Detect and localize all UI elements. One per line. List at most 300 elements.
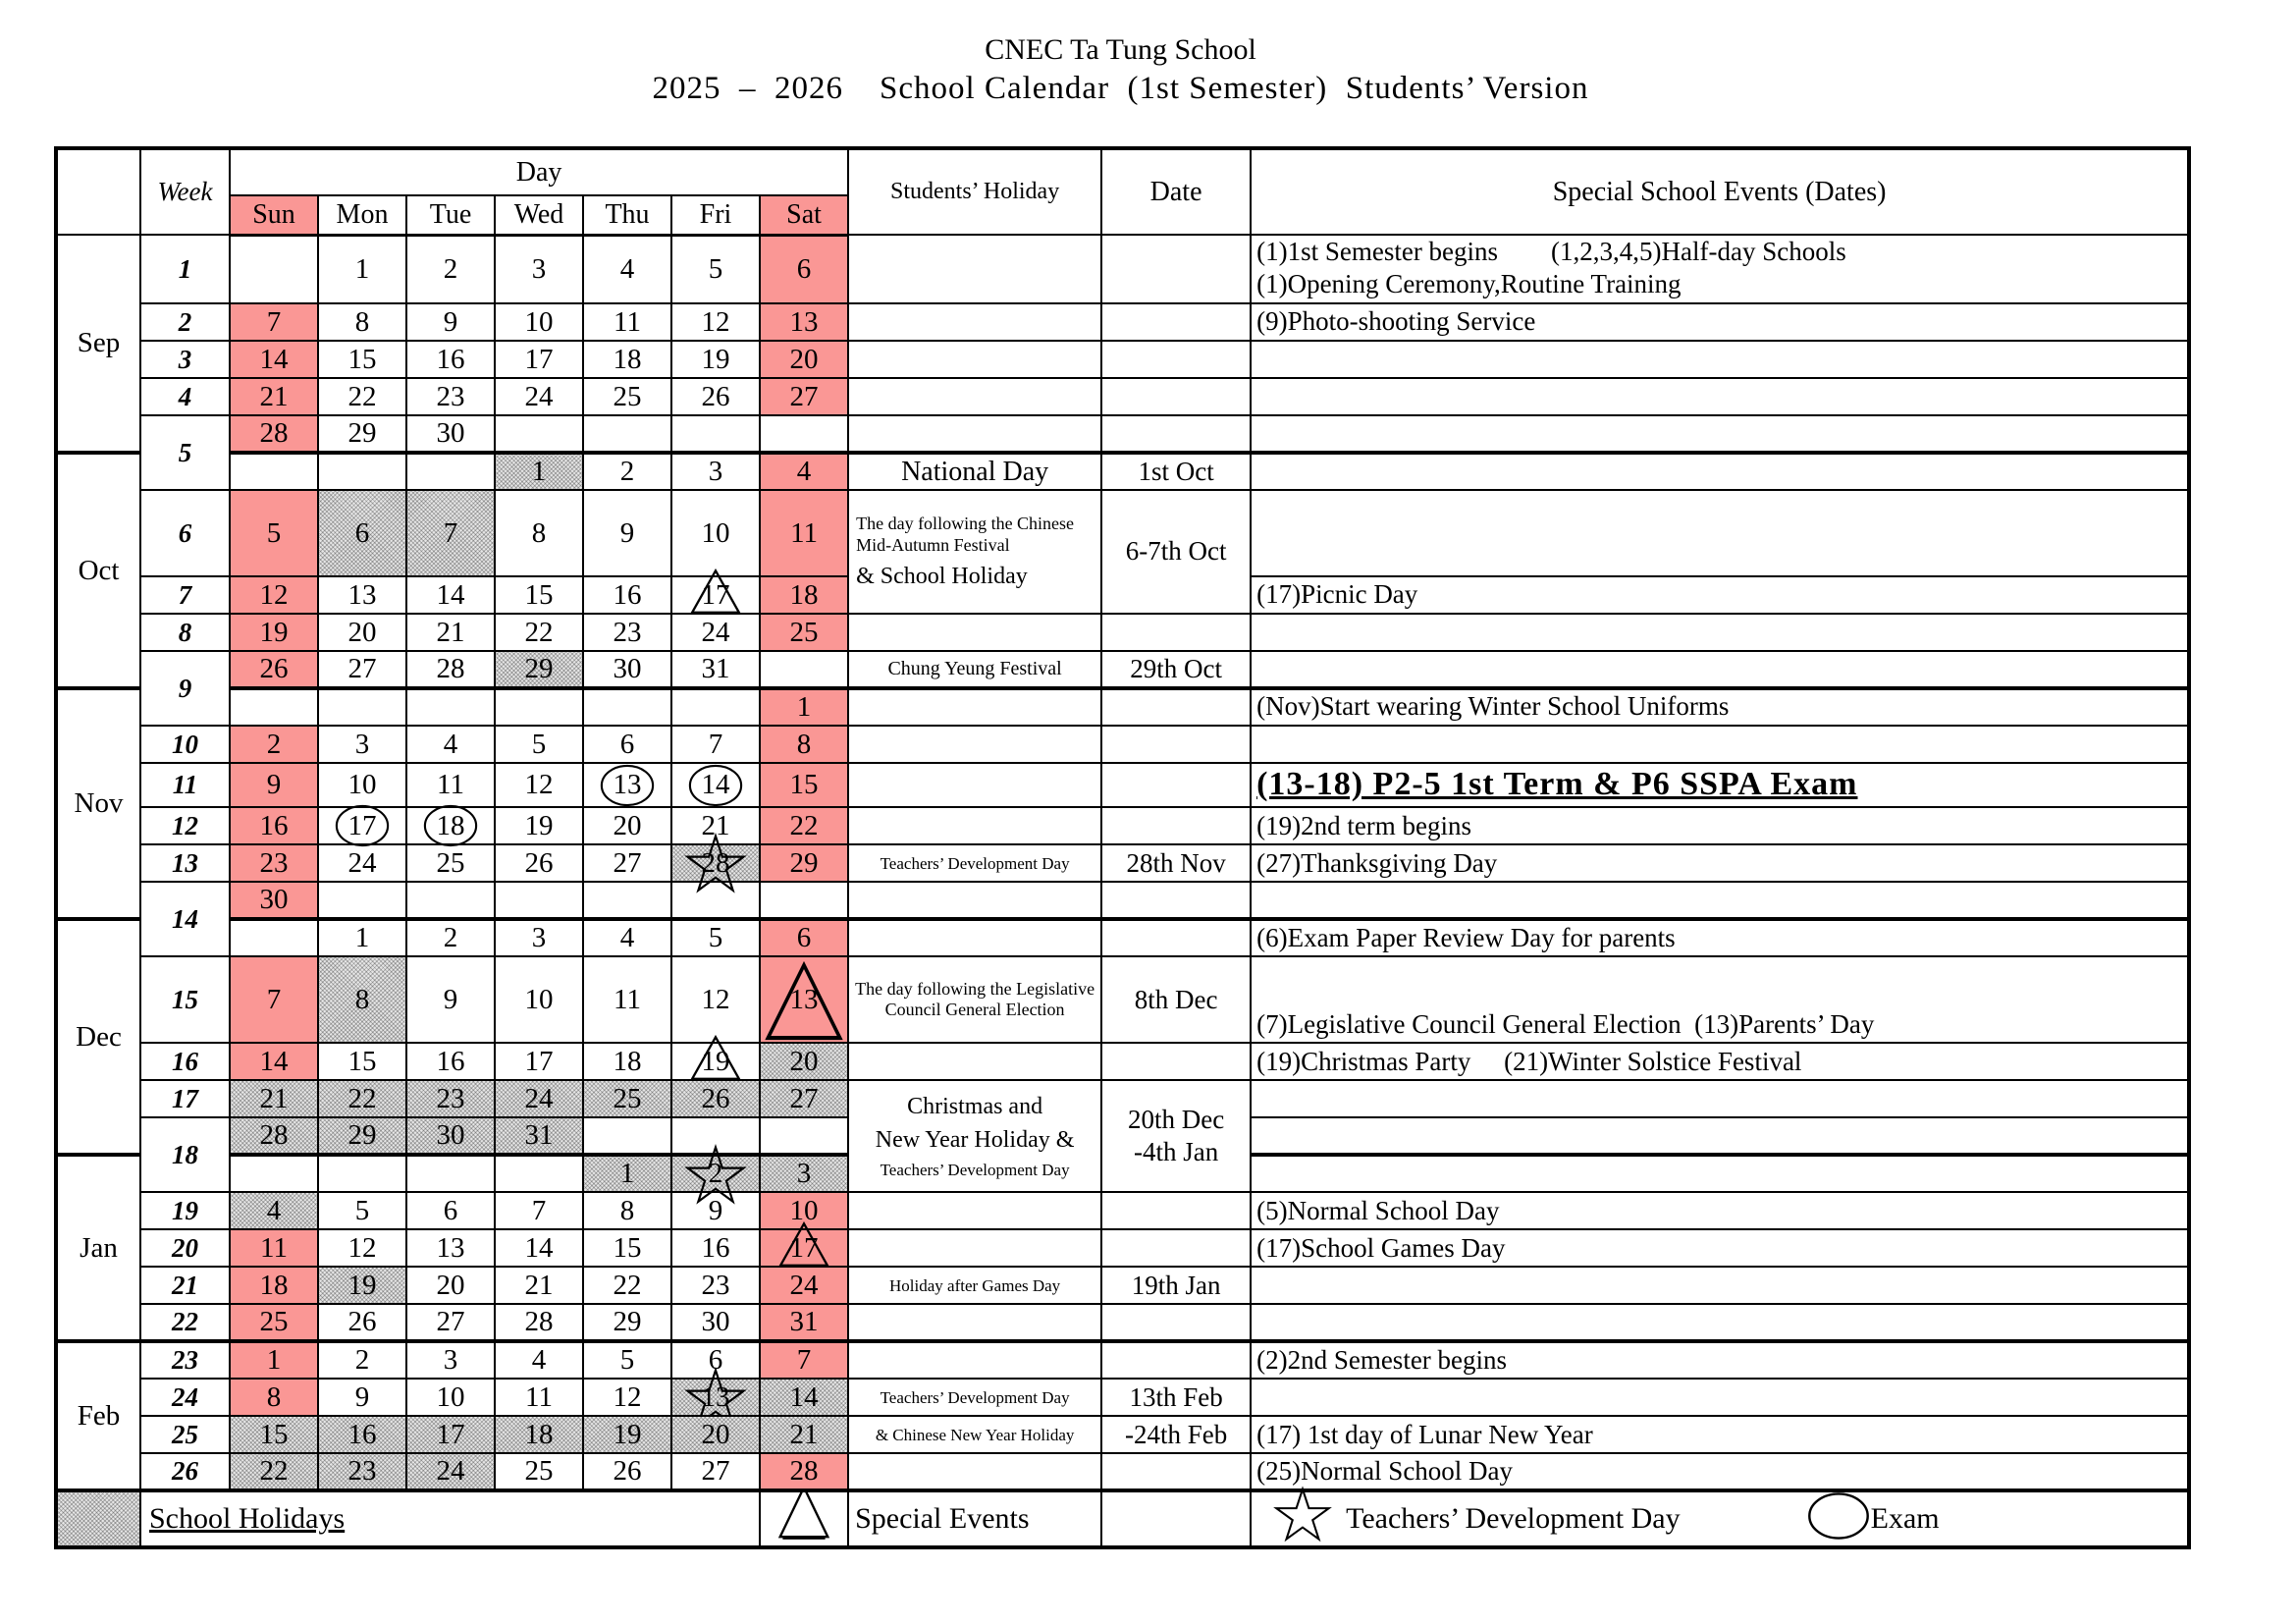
special-events-cell xyxy=(1251,1080,2189,1117)
week-number: 12 xyxy=(140,807,230,844)
day-number: 5 xyxy=(708,922,723,954)
date-cell xyxy=(1101,378,1251,415)
day-cell xyxy=(406,1229,495,1267)
students-holiday-cell xyxy=(848,415,1101,453)
day-cell xyxy=(495,882,583,919)
day-number: 30 xyxy=(436,1119,465,1152)
day-number: 6 xyxy=(443,1194,458,1226)
day-cell xyxy=(583,235,671,303)
day-number: 23 xyxy=(436,1082,465,1114)
date-text: 1st Oct xyxy=(1138,456,1214,486)
day-cell xyxy=(318,844,406,882)
day-cell xyxy=(671,235,760,303)
day-cell xyxy=(318,1453,406,1490)
day-number: 29 xyxy=(347,1119,377,1152)
day-number: 4 xyxy=(443,728,458,760)
calendar-week-row xyxy=(56,1379,2189,1416)
day-cell xyxy=(671,1229,760,1267)
day-cell xyxy=(230,763,318,807)
day-cell xyxy=(406,763,495,807)
day-cell xyxy=(760,235,848,303)
special-events-cell xyxy=(1251,726,2189,763)
day-number: 6 xyxy=(796,252,812,285)
day-cell xyxy=(230,235,318,303)
date-cell xyxy=(1101,1229,1251,1267)
day-cell xyxy=(671,807,760,844)
date-cell xyxy=(1101,1453,1251,1490)
day-cell xyxy=(760,1379,848,1416)
week-number: 25 xyxy=(140,1416,230,1453)
week-number: 11 xyxy=(140,763,230,807)
day-cell xyxy=(671,956,760,1043)
day-cell xyxy=(671,1379,760,1416)
day-cell xyxy=(230,1192,318,1229)
day-number: 16 xyxy=(613,578,642,611)
day-number: 7 xyxy=(266,305,282,338)
day-header-sat: Sat xyxy=(760,195,848,235)
special-events-cell xyxy=(1251,1267,2189,1304)
calendar-week-row xyxy=(56,1341,2189,1379)
special-events-cell xyxy=(1251,763,2189,807)
day-cell xyxy=(406,614,495,651)
month-label: Sep xyxy=(56,235,140,453)
students-holiday-cell xyxy=(848,763,1101,807)
calendar-subtitle: 2025 – 2026 School Calendar (1st Semester) Students’ Version xyxy=(652,71,1589,106)
day-cell xyxy=(671,763,760,807)
day-cell xyxy=(671,378,760,415)
day-number: 27 xyxy=(701,1455,730,1488)
calendar-week-row xyxy=(56,651,2189,688)
day-cell xyxy=(671,1304,760,1341)
day-number: 5 xyxy=(354,1194,370,1226)
week-number: 6 xyxy=(140,490,230,576)
day-cell xyxy=(318,378,406,415)
date-cell xyxy=(1101,303,1251,341)
legend-exam-circle-icon xyxy=(1806,1487,1871,1545)
day-number: 22 xyxy=(524,616,554,648)
date-cell xyxy=(1101,1304,1251,1341)
day-number: 26 xyxy=(613,1455,642,1488)
day-number: 3 xyxy=(354,728,370,760)
day-number: 5 xyxy=(708,252,723,285)
day-number: 2 xyxy=(443,922,458,954)
day-cell xyxy=(318,303,406,341)
day-cell xyxy=(406,882,495,919)
month-label: Oct xyxy=(56,453,140,688)
week-number: 16 xyxy=(140,1043,230,1080)
special-events-cell xyxy=(1251,1341,2189,1379)
date-text: 6-7th Oct xyxy=(1125,536,1227,567)
day-cell xyxy=(495,763,583,807)
day-number: 5 xyxy=(266,516,282,549)
special-events-cell xyxy=(1251,1192,2189,1229)
week-number: 3 xyxy=(140,341,230,378)
students-holiday-cell xyxy=(848,1267,1101,1304)
day-number: 2 xyxy=(619,456,635,487)
special-event-text: (19)Christmas Party (21)Winter Solstice Festival xyxy=(1256,1046,1802,1076)
special-event-text: (7)Legislative Council General Election (13)Parents’ Day xyxy=(1256,1008,1875,1039)
day-number: 10 xyxy=(789,1194,819,1226)
day-number: 28 xyxy=(259,1119,289,1152)
school-name: CNEC Ta Tung School xyxy=(985,33,1256,66)
day-cell xyxy=(495,1192,583,1229)
special-events-cell xyxy=(1251,1453,2189,1490)
day-cell xyxy=(318,688,406,726)
day-number: 8 xyxy=(266,1380,282,1413)
calendar-week-row xyxy=(56,453,2189,490)
day-cell xyxy=(406,688,495,726)
day-number: 8 xyxy=(531,516,547,549)
calendar-week-row xyxy=(56,807,2189,844)
day-cell xyxy=(230,807,318,844)
day-cell xyxy=(318,341,406,378)
calendar-week-row xyxy=(56,956,2189,1043)
students-holiday-cell xyxy=(848,919,1101,956)
day-number: 22 xyxy=(347,1082,377,1114)
day-cell xyxy=(406,956,495,1043)
day-cell xyxy=(318,453,406,490)
day-number: 7 xyxy=(708,728,723,760)
day-cell xyxy=(671,1453,760,1490)
day-cell xyxy=(583,303,671,341)
day-cell xyxy=(760,341,848,378)
day-number: 29 xyxy=(347,417,377,449)
day-cell xyxy=(583,378,671,415)
day-cell xyxy=(583,576,671,614)
date-text: 20th Dec xyxy=(1127,1104,1225,1134)
day-cell xyxy=(495,651,583,688)
day-number: 24 xyxy=(347,846,377,879)
calendar-week-row xyxy=(56,1043,2189,1080)
date-cell xyxy=(1101,1192,1251,1229)
day-cell xyxy=(230,576,318,614)
students-holiday-text: Holiday after Games Day xyxy=(889,1275,1061,1295)
students-holiday-cell xyxy=(848,1379,1101,1416)
day-number: 18 xyxy=(524,1418,554,1450)
day-number: 23 xyxy=(259,846,289,879)
day-cell xyxy=(406,576,495,614)
special-event-text: (5)Normal School Day xyxy=(1256,1195,1500,1225)
day-number: 13 xyxy=(613,769,642,801)
day-number: 9 xyxy=(443,983,458,1015)
day-number: 3 xyxy=(531,922,547,954)
day-cell xyxy=(318,1341,406,1379)
special-events-cell xyxy=(1251,1155,2189,1192)
day-number: 16 xyxy=(701,1231,730,1264)
day-number: 25 xyxy=(613,1082,642,1114)
students-holiday-cell xyxy=(848,453,1101,490)
day-cell xyxy=(760,1043,848,1080)
day-number: 30 xyxy=(701,1306,730,1338)
day-number: 2 xyxy=(708,1158,723,1190)
day-number: 4 xyxy=(796,456,812,487)
special-events-cell xyxy=(1251,614,2189,651)
date-cell xyxy=(1101,1341,1251,1379)
date-cell xyxy=(1101,614,1251,651)
day-number: 13 xyxy=(701,1380,730,1413)
day-cell xyxy=(406,415,495,453)
special-events-cell xyxy=(1251,303,2189,341)
day-cell xyxy=(495,726,583,763)
students-holiday-text: Christmas and xyxy=(907,1094,1043,1120)
day-number: 25 xyxy=(524,1455,554,1488)
day-cell xyxy=(406,1155,495,1192)
day-cell xyxy=(583,614,671,651)
day-column-header: Day xyxy=(230,148,848,195)
day-number: 26 xyxy=(701,380,730,412)
day-cell xyxy=(318,726,406,763)
day-cell xyxy=(760,1080,848,1117)
day-number: 17 xyxy=(701,578,730,611)
day-number: 14 xyxy=(524,1231,554,1264)
students-holiday-text: New Year Holiday & xyxy=(875,1126,1075,1153)
day-cell xyxy=(760,1341,848,1379)
special-event-text: (1)Opening Ceremony,Routine Training xyxy=(1256,269,1682,299)
day-cell xyxy=(495,956,583,1043)
day-cell xyxy=(583,1043,671,1080)
week-number: 8 xyxy=(140,614,230,651)
day-number: 8 xyxy=(619,1194,635,1226)
day-number: 27 xyxy=(789,380,819,412)
special-events-cell xyxy=(1251,1229,2189,1267)
day-cell xyxy=(583,415,671,453)
day-cell xyxy=(318,882,406,919)
day-number: 30 xyxy=(436,417,465,449)
day-number: 21 xyxy=(259,380,289,412)
week-number: 10 xyxy=(140,726,230,763)
students-holiday-cell xyxy=(848,1416,1101,1453)
day-header-wed: Wed xyxy=(495,195,583,235)
legend-school-holidays-label: School Holidays xyxy=(149,1502,346,1536)
day-cell xyxy=(406,1043,495,1080)
day-cell xyxy=(406,1192,495,1229)
date-cell xyxy=(1101,726,1251,763)
day-cell xyxy=(318,1416,406,1453)
students-holiday-cell xyxy=(848,688,1101,726)
day-number: 26 xyxy=(524,846,554,879)
day-number: 31 xyxy=(524,1119,554,1152)
day-cell xyxy=(406,807,495,844)
day-number: 17 xyxy=(524,1045,554,1077)
day-number: 29 xyxy=(524,653,554,684)
day-number: 19 xyxy=(701,1045,730,1077)
day-number: 15 xyxy=(347,1045,377,1077)
day-number: 2 xyxy=(354,1344,370,1377)
calendar-week-row xyxy=(56,378,2189,415)
day-cell xyxy=(230,1080,318,1117)
day-cell xyxy=(318,415,406,453)
day-number: 14 xyxy=(259,343,289,375)
day-number: 24 xyxy=(524,1082,554,1114)
students-holiday-cell xyxy=(848,1080,1101,1192)
day-number: 13 xyxy=(789,305,819,338)
special-event-text: (19)2nd term begins xyxy=(1256,810,1472,840)
day-number: 16 xyxy=(436,1045,465,1077)
day-cell xyxy=(230,378,318,415)
calendar-week-row xyxy=(56,882,2189,919)
day-cell xyxy=(760,1192,848,1229)
students-holiday-cell xyxy=(848,807,1101,844)
day-cell xyxy=(230,303,318,341)
day-number: 24 xyxy=(701,616,730,648)
day-cell xyxy=(318,235,406,303)
special-event-text: (25)Normal School Day xyxy=(1256,1455,1514,1486)
day-cell xyxy=(318,651,406,688)
day-number: 31 xyxy=(789,1306,819,1338)
day-number: 11 xyxy=(790,516,819,549)
day-number: 27 xyxy=(436,1306,465,1338)
date-column-header: Date xyxy=(1101,148,1251,235)
day-cell xyxy=(230,490,318,576)
day-number: 8 xyxy=(354,983,370,1015)
day-cell xyxy=(495,378,583,415)
day-number: 11 xyxy=(614,983,641,1015)
day-cell xyxy=(406,726,495,763)
day-cell xyxy=(583,919,671,956)
day-cell xyxy=(406,1416,495,1453)
day-header-mon: Mon xyxy=(318,195,406,235)
month-label: Dec xyxy=(56,919,140,1155)
date-text: 28th Nov xyxy=(1126,847,1226,878)
day-cell xyxy=(406,490,495,576)
day-number: 13 xyxy=(347,578,377,611)
day-header-fri: Fri xyxy=(671,195,760,235)
date-text: -4th Jan xyxy=(1133,1137,1219,1167)
title-block xyxy=(54,0,2187,107)
day-number: 18 xyxy=(789,578,819,611)
day-cell xyxy=(230,1416,318,1453)
students-holiday-cell xyxy=(848,614,1101,651)
day-cell xyxy=(760,807,848,844)
day-cell xyxy=(495,807,583,844)
legend-right-cell xyxy=(1251,1490,2189,1547)
day-cell xyxy=(760,303,848,341)
day-number: 1 xyxy=(619,1158,635,1190)
day-number: 15 xyxy=(613,1231,642,1264)
week-number: 18 xyxy=(140,1117,230,1192)
legend-row xyxy=(56,1490,2189,1547)
day-cell xyxy=(583,1155,671,1192)
special-events-cell xyxy=(1251,453,2189,490)
day-cell xyxy=(583,651,671,688)
day-number: 9 xyxy=(443,305,458,338)
day-cell xyxy=(495,1080,583,1117)
week-number: 22 xyxy=(140,1304,230,1341)
day-number: 21 xyxy=(436,616,465,648)
day-number: 30 xyxy=(613,653,642,684)
day-cell xyxy=(495,688,583,726)
special-events-cell xyxy=(1251,490,2189,576)
day-cell xyxy=(230,1304,318,1341)
students-holiday-text: Teachers’ Development Day xyxy=(880,853,1070,873)
special-events-cell xyxy=(1251,1304,2189,1341)
day-number: 22 xyxy=(789,809,819,841)
day-cell xyxy=(583,1453,671,1490)
day-cell xyxy=(230,453,318,490)
day-number: 12 xyxy=(701,305,730,338)
week-number: 4 xyxy=(140,378,230,415)
date-cell xyxy=(1101,1080,1251,1192)
day-number: 22 xyxy=(347,380,377,412)
date-text: -24th Feb xyxy=(1124,1419,1228,1449)
day-cell xyxy=(318,1229,406,1267)
day-cell xyxy=(760,1117,848,1155)
calendar-week-row xyxy=(56,688,2189,726)
date-cell xyxy=(1101,807,1251,844)
day-number: 11 xyxy=(614,305,641,338)
date-cell xyxy=(1101,490,1251,614)
students-holiday-cell xyxy=(848,1341,1101,1379)
students-holiday-text: Chung Yeung Festival xyxy=(887,658,1062,680)
day-number: 24 xyxy=(789,1269,819,1301)
day-cell xyxy=(760,1416,848,1453)
day-cell xyxy=(495,341,583,378)
day-cell xyxy=(318,1267,406,1304)
day-number: 29 xyxy=(613,1306,642,1338)
day-number: 9 xyxy=(266,769,282,801)
students-holiday-text: Teachers’ Development Day xyxy=(880,1387,1070,1407)
day-cell xyxy=(406,1117,495,1155)
special-events-cell xyxy=(1251,1379,2189,1416)
week-number: 21 xyxy=(140,1267,230,1304)
day-cell xyxy=(495,1453,583,1490)
day-number: 21 xyxy=(701,809,730,841)
day-number: 8 xyxy=(796,728,812,760)
day-number: 10 xyxy=(524,305,554,338)
special-event-text: (Nov)Start wearing Winter School Uniforms xyxy=(1256,691,1730,722)
day-number: 19 xyxy=(347,1269,377,1301)
day-number: 3 xyxy=(443,1344,458,1377)
day-cell xyxy=(583,1080,671,1117)
day-number: 16 xyxy=(436,343,465,375)
students-holiday-cell xyxy=(848,1453,1101,1490)
day-number: 9 xyxy=(708,1194,723,1226)
day-number: 15 xyxy=(789,769,819,801)
day-cell xyxy=(495,1341,583,1379)
calendar-week-row xyxy=(56,235,2189,303)
day-cell xyxy=(318,614,406,651)
day-cell xyxy=(318,1043,406,1080)
day-cell xyxy=(671,726,760,763)
day-cell xyxy=(318,919,406,956)
day-number: 17 xyxy=(524,343,554,375)
special-event-text: (17) 1st day of Lunar New Year xyxy=(1256,1419,1593,1449)
date-cell xyxy=(1101,1267,1251,1304)
special-events-cell xyxy=(1251,341,2189,378)
day-cell xyxy=(230,1341,318,1379)
date-cell xyxy=(1101,844,1251,882)
day-number: 13 xyxy=(789,983,819,1015)
special-events-cell xyxy=(1251,235,2189,303)
day-cell xyxy=(230,726,318,763)
day-cell xyxy=(671,415,760,453)
date-cell xyxy=(1101,956,1251,1043)
day-number: 18 xyxy=(613,1045,642,1077)
week-number: 2 xyxy=(140,303,230,341)
day-cell xyxy=(760,1229,848,1267)
day-cell xyxy=(406,1267,495,1304)
date-cell xyxy=(1101,453,1251,490)
day-cell xyxy=(583,1341,671,1379)
special-event-text: (27)Thanksgiving Day xyxy=(1256,847,1498,878)
day-cell xyxy=(760,490,848,576)
day-cell xyxy=(671,453,760,490)
day-cell xyxy=(318,807,406,844)
students-holiday-column-header: Students’ Holiday xyxy=(848,148,1101,235)
day-number: 21 xyxy=(524,1269,554,1301)
day-cell xyxy=(495,1304,583,1341)
day-cell xyxy=(406,303,495,341)
